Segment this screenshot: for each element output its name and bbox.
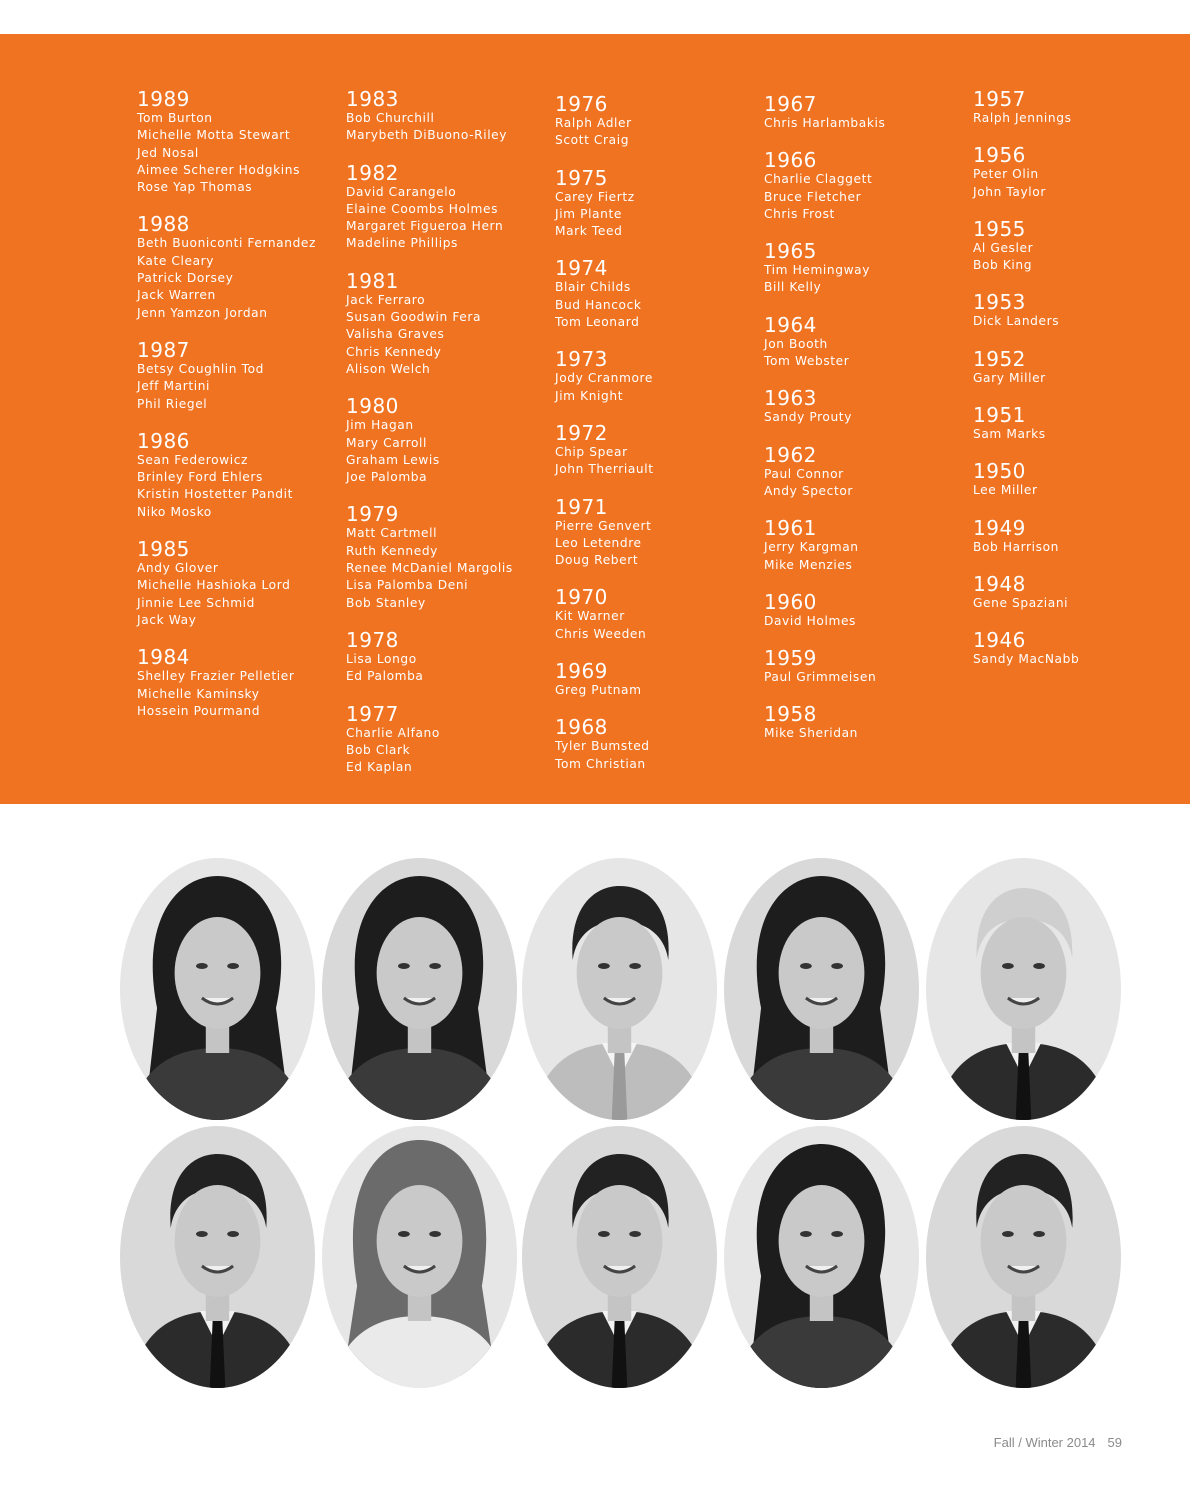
alumni-name: Pierre Genvert [555,518,652,533]
alumni-name: Mark Teed [555,224,623,239]
alumni-name: Chip Spear [555,444,628,459]
alumni-name: Bob Stanley [346,595,426,610]
alumni-name: Jed Nosal [137,145,199,160]
alumni-name: Chris Kennedy [346,344,442,359]
alumni-name: Marybeth DiBuono-Riley [346,128,508,143]
alumni-name: Tim Hemingway [764,263,871,278]
yearbook-portrait [522,858,717,1120]
class-year: 1985 [137,537,190,562]
class-year: 1988 [137,212,190,237]
class-year: 1977 [346,701,399,726]
yearbook-portrait [120,858,315,1120]
alumni-name: Lee Miller [973,483,1038,498]
yearbook-portrait [926,858,1121,1120]
alumni-name: Ruth Kennedy [346,543,438,558]
class-year: 1946 [973,628,1026,653]
class-year: 1989 [137,87,190,111]
alumni-name: Gary Miller [973,370,1046,385]
alumni-name: Renee McDaniel Margolis [346,561,513,576]
alumni-name: Kit Warner [555,609,625,624]
yearbook-portrait [322,858,517,1120]
issue-label: Fall / Winter 2014 [993,1435,1096,1450]
alumni-name: Patrick Dorsey [137,271,234,286]
class-year: 1974 [555,256,608,281]
alumni-name: Paul Grimmeisen [764,670,877,685]
alumni-name: John Therriault [555,462,654,477]
yearbook-portrait [724,858,919,1120]
class-year: 1966 [764,148,817,173]
alumni-name: Ralph Adler [555,116,632,130]
class-year: 1967 [764,92,817,116]
class-year: 1970 [555,585,608,610]
alumni-name: Hossein Pourmand [137,703,261,718]
alumni-name: Andy Spector [764,483,854,498]
alumni-name: Tom Burton [137,111,213,125]
alumni-name: Matt Cartmell [346,526,438,541]
class-year: 1981 [346,268,399,293]
page-number: 59 [1107,1435,1122,1450]
alumni-name: Bob King [973,258,1033,273]
alumni-name: Greg Putnam [555,683,642,698]
alumni-name: David Carangelo [346,184,457,199]
alumni-name: Leo Letendre [555,535,642,550]
alumni-name: Dick Landers [973,314,1060,329]
class-year: 1950 [973,459,1026,484]
alumni-name: Sandy Prouty [764,410,853,425]
alumni-name: Rose Yap Thomas [137,180,253,195]
alumni-name: Sandy MacNabb [973,652,1080,667]
alumni-name: Joe Palomba [346,470,428,485]
alumni-name: Beth Buoniconti Fernandez [137,236,316,251]
alumni-name: Valisha Graves [346,327,445,342]
alumni-name: Shelley Frazier Pelletier [137,669,295,684]
class-year: 1960 [764,589,817,614]
alumni-name: Bruce Fletcher [764,189,862,204]
alumni-name: Ralph Jennings [973,111,1072,125]
alumni-name: Andy Glover [137,561,219,576]
alumni-name: Michelle Motta Stewart [137,128,291,143]
class-year: 1965 [764,239,817,264]
alumni-name: Graham Lewis [346,452,440,467]
class-year: 1972 [555,420,608,445]
alumni-name: Bob Clark [346,742,411,757]
class-year: 1963 [764,386,817,411]
alumni-name: Peter Olin [973,167,1039,182]
alumni-name: Charlie Claggett [764,172,873,187]
alumni-name: Gene Spaziani [973,595,1069,610]
alumni-name: Margaret Figueroa Hern [346,219,504,234]
class-year: 1958 [764,702,817,727]
alumni-name: Bud Hancock [555,297,642,312]
alumni-name: Sam Marks [973,427,1046,442]
alumni-name: Alison Welch [346,361,431,376]
alumni-name: Jon Booth [764,336,828,351]
class-year: 1952 [973,346,1026,371]
alumni-name: Mike Sheridan [764,726,858,741]
alumni-name: Jack Warren [137,288,216,303]
alumni-name: Sean Federowicz [137,452,249,467]
class-year: 1980 [346,394,399,419]
class-year: 1951 [973,403,1026,428]
alumni-name: Michelle Kaminsky [137,686,260,701]
alumni-name: Tom Webster [764,354,850,369]
class-year: 1978 [346,627,399,652]
class-year: 1948 [973,571,1026,596]
class-year: 1971 [555,494,608,519]
alumni-name: Charlie Alfano [346,725,440,740]
class-year: 1983 [346,87,399,111]
alumni-name: Jim Hagan [346,418,414,433]
alumni-name: Scott Craig [555,133,630,148]
alumni-name: Brinley Ford Ehlers [137,470,263,485]
class-year: 1979 [346,502,399,527]
alumni-name: Jerry Kargman [764,540,859,555]
class-year: 1973 [555,347,608,372]
alumni-name: Lisa Palomba Deni [346,578,469,593]
class-year: 1962 [764,442,817,467]
class-year: 1964 [764,312,817,337]
alumni-name: Blair Childs [555,280,631,295]
alumni-name: Bob Harrison [973,539,1059,554]
class-year: 1982 [346,160,399,185]
alumni-name: Lisa Longo [346,651,417,666]
class-year: 1976 [555,92,608,116]
alumni-name: Michelle Hashioka Lord [137,578,291,593]
alumni-name: Susan Goodwin Fera [346,310,482,325]
alumni-name: Chris Frost [764,206,835,221]
alumni-name: Bob Churchill [346,111,435,125]
class-year: 1987 [137,337,190,362]
alumni-name: Jack Ferraro [346,292,426,307]
alumni-name: David Holmes [764,613,856,628]
alumni-name: Betsy Coughlin Tod [137,361,264,376]
alumni-name: Jody Cranmore [555,371,653,386]
alumni-name: Ed Kaplan [346,760,413,775]
yearbook-portrait [926,1126,1121,1388]
class-year: 1969 [555,659,608,684]
alumni-name: Mary Carroll [346,435,428,450]
class-year: 1961 [764,516,817,541]
yearbook-portrait [120,1126,315,1388]
class-year: 1957 [973,87,1026,111]
alumni-name: Madeline Phillips [346,236,458,251]
alumni-name: Chris Weeden [555,626,647,641]
alumni-name: Niko Mosko [137,504,212,519]
alumni-name: Jeff Martini [137,379,211,394]
alumni-name: John Taylor [973,184,1046,199]
alumni-name: Tom Leonard [555,315,640,330]
alumni-name: Jack Way [137,612,197,627]
class-year: 1986 [137,428,190,453]
alumni-name: Bill Kelly [764,280,822,295]
class-year: 1959 [764,646,817,671]
alumni-name: Elaine Coombs Holmes [346,201,499,216]
alumni-name: Doug Rebert [555,553,639,568]
page-footer [994,1435,1122,1450]
class-year: 1949 [973,515,1026,540]
alumni-name: Tyler Bumsted [555,739,650,754]
alumni-name: Phil Riegel [137,396,208,411]
alumni-name: Tom Christian [555,756,646,771]
alumni-name: Ed Palomba [346,669,424,684]
alumni-name: Jim Knight [555,388,624,403]
alumni-name: Mike Menzies [764,557,853,572]
class-year: 1975 [555,165,608,190]
class-year: 1955 [973,216,1026,241]
class-year: 1968 [555,715,608,740]
alumni-name: Jim Plante [555,206,622,221]
yearbook-portrait [522,1126,717,1388]
class-year: 1984 [137,645,190,670]
class-year: 1956 [973,143,1026,168]
alumni-name: Carey Fiertz [555,189,635,204]
yearbook-portrait [724,1126,919,1388]
yearbook-portrait [322,1126,517,1388]
alumni-name: Jenn Yamzon Jordan [137,305,268,320]
alumni-name: Jinnie Lee Schmid [137,595,255,610]
alumni-name: Al Gesler [973,240,1034,255]
alumni-name: Paul Connor [764,466,844,481]
alumni-name: Kate Cleary [137,253,215,268]
class-year: 1953 [973,290,1026,315]
alumni-name: Chris Harlambakis [764,116,886,130]
alumni-name: Aimee Scherer Hodgkins [137,162,301,177]
alumni-name: Kristin Hostetter Pandit [137,487,293,502]
